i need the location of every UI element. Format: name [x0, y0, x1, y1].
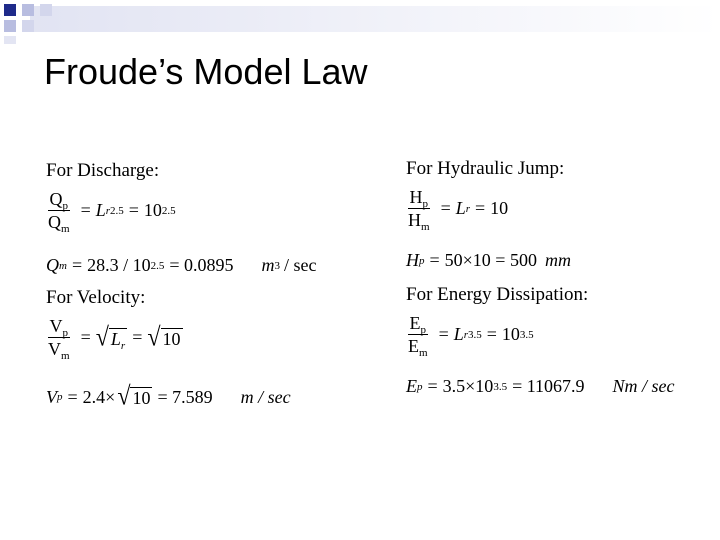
velocity-heading: For Velocity:: [46, 287, 146, 308]
header-decoration: [0, 0, 720, 44]
discharge-model-equation: Q m = 28.3 / 10 2.5 = 0.0895 m 3 / sec: [46, 255, 317, 275]
discharge-heading: For Discharge:: [46, 160, 160, 181]
hydraulic-jump-heading: For Hydraulic Jump:: [406, 158, 565, 179]
discharge-ratio-equation: $\frac{Q_p}{Q_m}$ = L r 2.5 = 10 2.5: [48, 189, 176, 235]
energy-dissipation-heading: For Energy Dissipation:: [406, 284, 589, 305]
energy-ratio-equation: $\frac{E_p}{E_m}$ = L r 3.5 = 10 3.5: [408, 313, 534, 359]
hydraulic-jump-prototype-equation: H p = 50×10 = 500 mm: [406, 250, 571, 270]
slide-title: Froude’s Model Law: [44, 51, 368, 92]
hydraulic-jump-ratio-equation: $\frac{H_p}{H_m}$ = L r = 10: [408, 187, 509, 233]
velocity-prototype-equation: V p = 2.4× √ 10 = 7.589 m / sec: [46, 382, 291, 412]
velocity-ratio-equation: $\frac{V_p}{V_m}$ = √ $L_r$ = √ 10: [48, 316, 181, 362]
energy-prototype-equation: E p = 3.5×10 3.5 = 11067.9 Nm / sec: [406, 376, 675, 396]
